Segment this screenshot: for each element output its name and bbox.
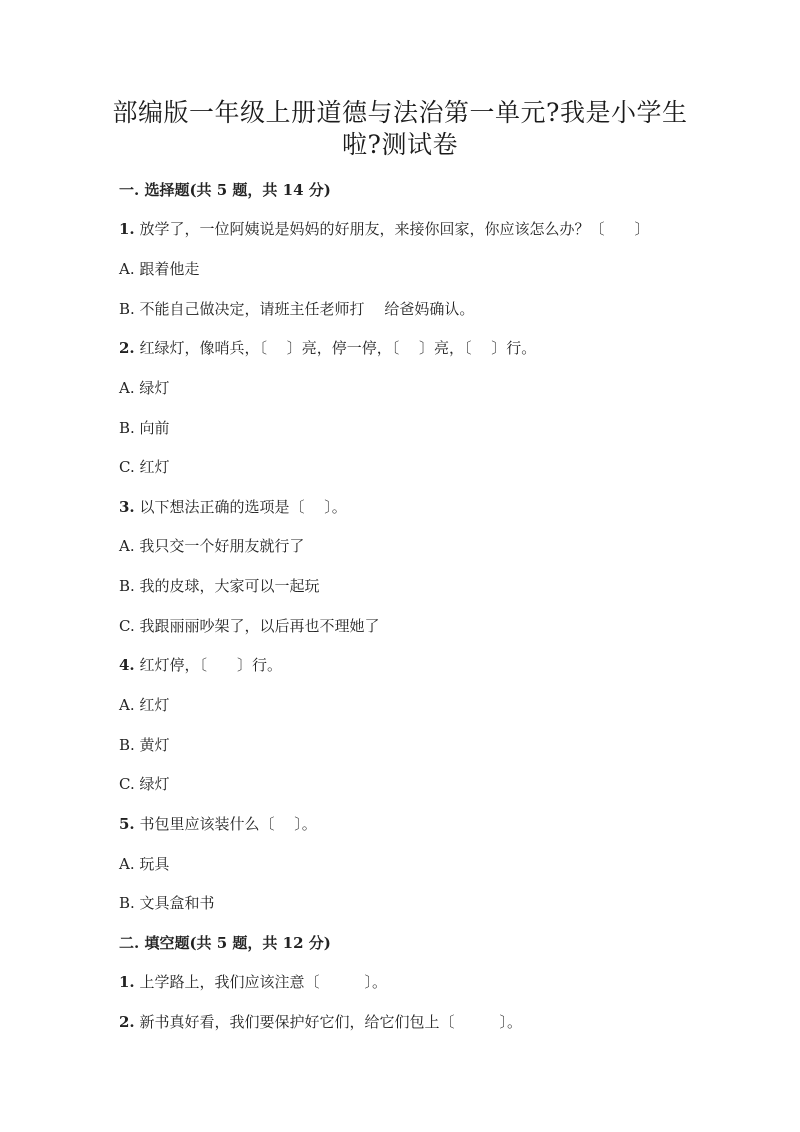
document-title-line-1: 部编版一年级上册道德与法治第一单元?我是小学生	[112, 98, 688, 127]
question-text: 以下想法正确的选项是〔 〕。	[139, 498, 347, 516]
question-text: 书包里应该装什么〔 〕。	[139, 815, 317, 833]
option-5a: A. 玩具	[119, 855, 170, 873]
question-text: 红绿灯，像哨兵，〔 〕亮，停一停，〔 〕亮，〔 〕行。	[139, 339, 537, 357]
question-number: 4.	[119, 656, 135, 674]
question-5	[119, 814, 719, 834]
question-text: 上学路上，我们应该注意〔 〕。	[139, 973, 387, 991]
question-number: 2.	[119, 1013, 135, 1031]
document-title-line-2: 啦?测试卷	[342, 130, 458, 159]
question-text: 放学了，一位阿姨说是妈妈的好朋友，来接你回家，你应该怎么办？〔 〕	[139, 220, 650, 238]
question-2	[119, 338, 719, 358]
option-3c: C. 我跟丽丽吵架了，以后再也不理她了	[119, 617, 380, 635]
question-number: 2.	[119, 339, 135, 357]
question-text: 新书真好看，我们要保护好它们，给它们包上〔 〕。	[139, 1013, 522, 1031]
option-2b: B. 向前	[119, 419, 170, 437]
question-number: 5.	[119, 815, 135, 833]
question-3	[119, 497, 719, 517]
option-3b: B. 我的皮球，大家可以一起玩	[119, 577, 320, 595]
question-number: 1.	[119, 220, 135, 238]
question-number: 3.	[119, 498, 135, 516]
option-1b: B. 不能自己做决定，请班主任老师打 给爸妈确认。	[119, 300, 475, 318]
section-heading-fill-blank: 二. 填空题(共 5 题，共 12 分)	[119, 934, 331, 952]
question-4	[119, 655, 719, 675]
question-text: 红灯停，〔 〕行。	[139, 656, 282, 674]
option-4a: A. 红灯	[119, 696, 170, 714]
option-5b: B. 文具盒和书	[119, 894, 215, 912]
option-1a: A. 跟着他走	[119, 260, 200, 278]
option-2c: C. 红灯	[119, 458, 170, 476]
option-2a: A. 绿灯	[119, 379, 170, 397]
question-number: 1.	[119, 973, 135, 991]
option-3a: A. 我只交一个好朋友就行了	[119, 537, 305, 555]
fill-question-1	[119, 972, 719, 992]
option-4b: B. 黄灯	[119, 736, 170, 754]
question-1	[119, 219, 719, 239]
fill-question-2	[119, 1012, 719, 1032]
section-heading-choice: 一. 选择题(共 5 题，共 14 分)	[119, 181, 331, 199]
option-4c: C. 绿灯	[119, 775, 170, 793]
